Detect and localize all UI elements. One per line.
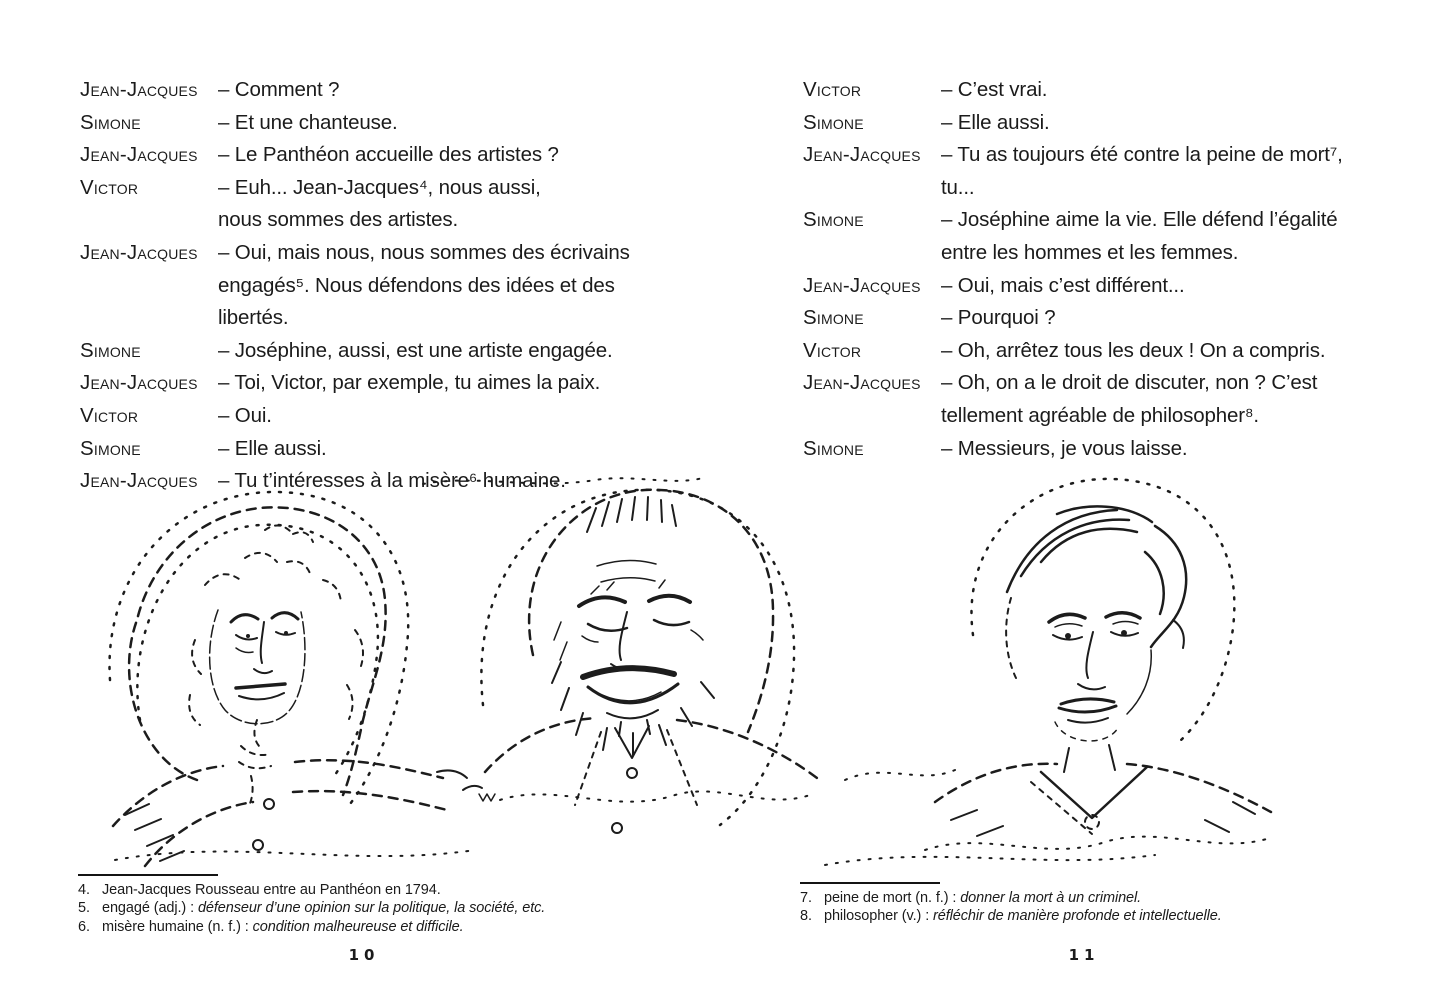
speaker-name: Simone — [803, 208, 864, 232]
dialogue-line: – Oh, on a le droit de discuter, non ? C’est — [941, 371, 1318, 395]
dialogue-line: – Tu t’intéresses à la misère⁶ humaine. — [218, 469, 566, 493]
speaker-name: Jean-Jacques — [803, 371, 921, 395]
dialogue-entry — [803, 302, 1403, 335]
dialogue-line: – Pourquoi ? — [941, 306, 1056, 330]
dialogue-entry — [80, 367, 700, 400]
dialogue-entry — [80, 335, 700, 368]
footnote — [78, 918, 678, 936]
footnote-rule — [800, 882, 940, 884]
dialogue-entry — [803, 367, 1403, 432]
speaker-name: Jean-Jacques — [80, 469, 198, 493]
dialogue-entry — [803, 433, 1403, 466]
footnote-definition: condition malheureuse et difficile. — [252, 918, 464, 935]
speaker-name: Jean-Jacques — [80, 240, 198, 264]
dialogue-entry — [80, 433, 700, 466]
dialogue-line: – Toi, Victor, par exemple, tu aimes la paix. — [218, 371, 601, 395]
dialogue-entry — [80, 74, 700, 107]
dialogue-line: – Tu as toujours été contre la peine de mort⁷, — [941, 143, 1343, 167]
footnotes-right — [800, 882, 1400, 926]
dialogue-entry — [80, 400, 700, 433]
footnote-text: engagé (adj.) : — [102, 900, 198, 917]
dialogue-entry — [803, 139, 1403, 204]
dialogue-line: – Et une chanteuse. — [218, 110, 398, 134]
dialogue-line: engagés⁵. Nous défendons des idées et des — [218, 273, 615, 297]
dialogue-line: – Messieurs, je vous laisse. — [941, 436, 1188, 460]
speaker-name: Jean-Jacques — [803, 273, 921, 297]
footnote — [78, 899, 678, 917]
speaker-name: Simone — [80, 436, 141, 460]
illustration-sketch — [55, 470, 1335, 880]
footnote-text: philosopher (v.) : — [824, 908, 934, 925]
dialogue-entry — [80, 139, 700, 172]
speaker-name: Victor — [803, 338, 862, 362]
footnote-text: Jean-Jacques Rousseau entre au Panthéon en 1794. — [102, 882, 441, 898]
dialogue-right — [803, 74, 1403, 465]
dialogue-line: tu... — [941, 175, 975, 199]
speaker-name: Simone — [803, 436, 864, 460]
speaker-name: Jean-Jacques — [80, 78, 198, 101]
speaker-name: Victor — [803, 78, 862, 101]
dialogue-line: – Le Panthéon accueille des artistes ? — [218, 143, 559, 167]
footnote-definition: réfléchir de manière profonde et intellectuelle. — [933, 908, 1222, 925]
dialogue-line: nous sommes des artistes. — [218, 208, 459, 232]
sketch-simone — [845, 479, 1271, 850]
speaker-name: Simone — [80, 110, 141, 134]
footnote-number: 7. — [800, 890, 812, 906]
dialogue-entry — [803, 107, 1403, 140]
dialogue-line: libertés. — [218, 306, 289, 330]
footnote-definition: défenseur d’une opinion sur la politique, la société, etc. — [197, 900, 546, 917]
footnote-number: 8. — [800, 908, 812, 925]
dialogue-line: – Joséphine aime la vie. Elle défend l’égalité — [941, 208, 1338, 232]
footnote-definition: donner la mort à un criminel. — [960, 890, 1142, 906]
footnote — [800, 907, 1400, 925]
footnote-text: peine de mort (n. f.) : — [824, 890, 961, 906]
footnotes-left — [78, 874, 678, 936]
speaker-name: Jean-Jacques — [80, 143, 198, 167]
dialogue-line: – C’est vrai. — [941, 78, 1048, 101]
dialogue-entry — [80, 237, 700, 335]
dialogue-entry — [80, 172, 700, 237]
speaker-name: Jean-Jacques — [80, 371, 198, 395]
speaker-name: Simone — [803, 110, 864, 134]
dialogue-line: – Oui, mais c’est différent... — [941, 273, 1185, 297]
footnote-number: 5. — [78, 900, 90, 917]
footnote-number: 4. — [78, 882, 90, 898]
dialogue-line: – Elle aussi. — [941, 110, 1050, 134]
footnote-text: misère humaine (n. f.) : — [102, 918, 253, 935]
speaker-name: Victor — [80, 175, 139, 199]
dialogue-entry — [803, 204, 1403, 269]
dialogue-line: – Oh, arrêtez tous les deux ! On a compris. — [941, 338, 1326, 362]
dialogue-line: – Comment ? — [218, 78, 340, 101]
page-number-left: 10 — [348, 946, 380, 964]
speaker-name: Victor — [80, 403, 139, 427]
page-number-right: 11 — [1068, 946, 1100, 964]
footnote — [78, 881, 678, 899]
dialogue-line: tellement agréable de philosopher⁸. — [941, 403, 1259, 427]
dialogue-line: – Euh... Jean-Jacques⁴, nous aussi, — [218, 175, 541, 199]
dialogue-line: – Oui. — [218, 403, 272, 427]
dialogue-line: entre les hommes et les femmes. — [941, 240, 1239, 264]
dialogue-line: – Joséphine, aussi, est une artiste engagée. — [218, 338, 613, 362]
dialogue-entry — [80, 107, 700, 140]
dialogue-entry — [803, 74, 1403, 107]
footnote-number: 6. — [78, 918, 90, 935]
speaker-name: Jean-Jacques — [803, 143, 921, 167]
dialogue-left — [80, 74, 700, 498]
dialogue-line: – Oui, mais nous, nous sommes des écrivains — [218, 240, 630, 264]
sketch-jean-jacques — [109, 492, 495, 866]
dialogue-entry — [803, 270, 1403, 303]
speaker-name: Simone — [80, 338, 141, 362]
sketch-victor — [481, 490, 817, 833]
footnote — [800, 889, 1400, 907]
speaker-name: Simone — [803, 306, 864, 330]
dialogue-line: – Elle aussi. — [218, 436, 327, 460]
dialogue-entry — [803, 335, 1403, 368]
